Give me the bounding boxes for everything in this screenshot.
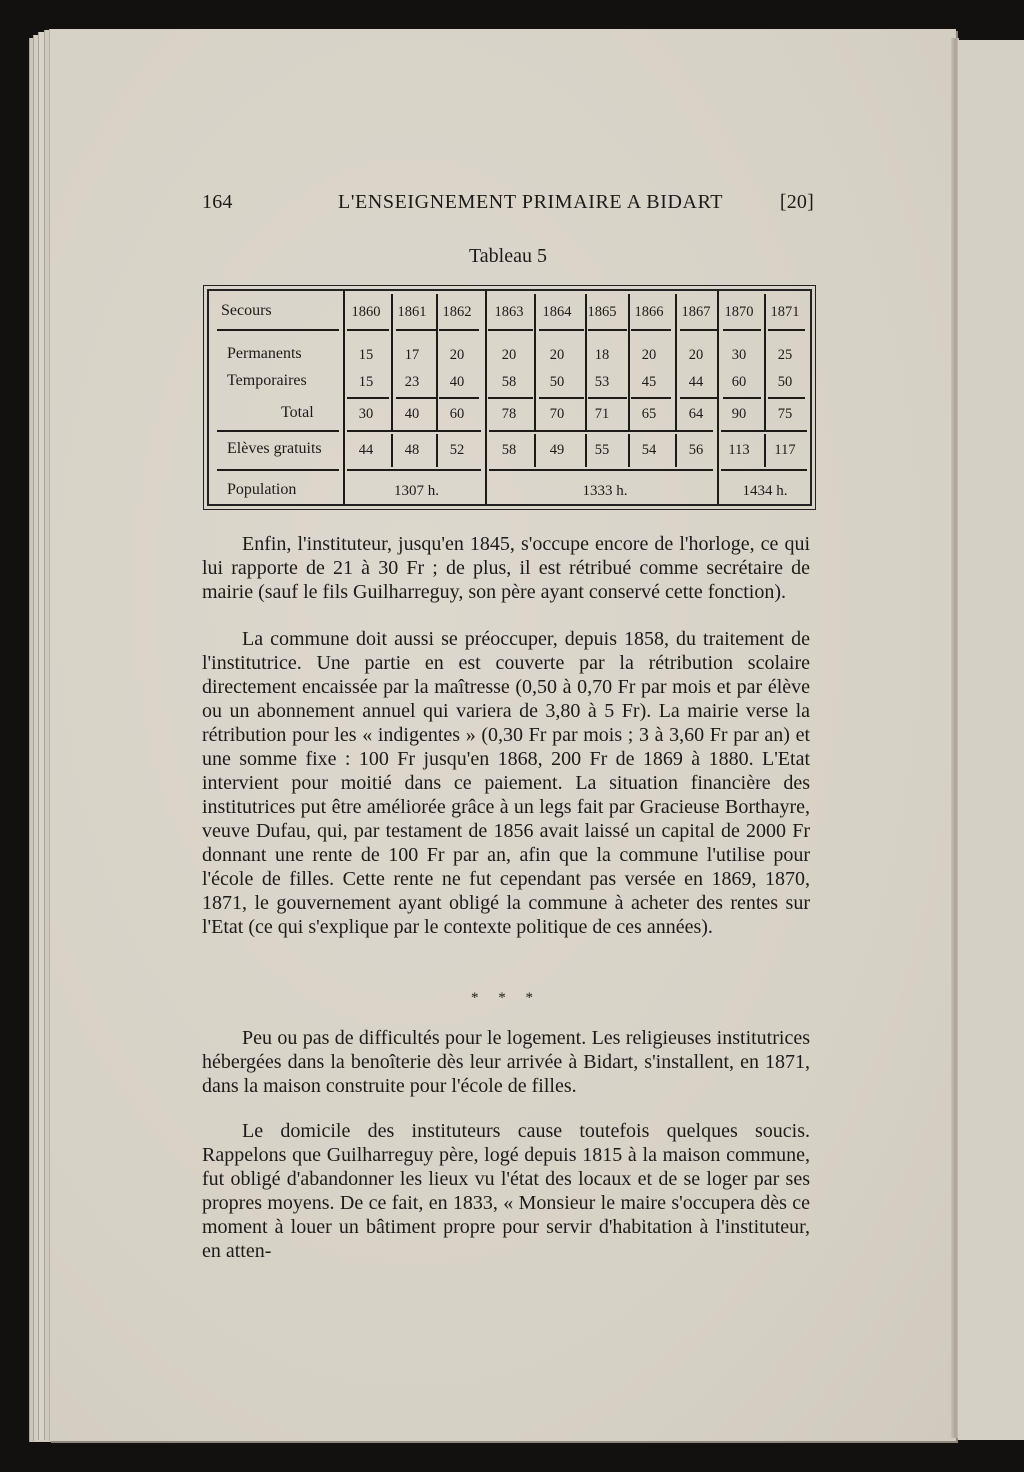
paragraph xyxy=(202,1026,810,1098)
table-rule xyxy=(488,329,533,331)
table-rule xyxy=(534,294,536,430)
table-rule xyxy=(436,294,438,430)
cell-temporaires: 53 xyxy=(594,374,610,390)
table-rule xyxy=(764,294,766,430)
table-rule xyxy=(534,434,536,467)
table-rule xyxy=(347,430,481,432)
cell-population: 1333 h. xyxy=(582,483,628,499)
page-number: 164 xyxy=(202,191,233,213)
row-label-population: Population xyxy=(227,481,297,498)
cell-total: 40 xyxy=(404,406,420,422)
table-rule xyxy=(391,434,393,467)
table-rule xyxy=(768,397,805,399)
cell-eleves-gratuits: 55 xyxy=(594,442,610,458)
data-table-inner xyxy=(207,289,812,506)
table-rule xyxy=(631,397,671,399)
cell-total: 60 xyxy=(449,406,465,422)
cell-population: 1307 h. xyxy=(394,483,439,499)
cell-total: 75 xyxy=(777,406,793,422)
cell-temporaires: 58 xyxy=(501,374,517,390)
table-rule xyxy=(488,397,533,399)
table-rule xyxy=(675,294,677,430)
table-rule xyxy=(631,329,671,331)
data-table xyxy=(203,285,816,510)
cell-permanents: 18 xyxy=(594,347,610,363)
table-rule xyxy=(588,397,627,399)
table-rule xyxy=(723,329,761,331)
table-caption: Tableau 5 xyxy=(468,245,547,267)
paragraph-text: La commune doit aussi se préoccuper, depuis 1858, du traitement de l'institutrice. Une partie en est couverte par la rétribution scolaire directement encaissée par la maîtresse (0,50 à 0,70 Fr par mois et par élève ou un abonnement annuel qui variera de 3,80 à 5 Fr). La mairie verse la rétribution pour les « indigentes » (0,30 Fr par mois ; 3 à 3,60 Fr par an) et une somme fixe : 100 Fr jusqu'en 1868, 200 Fr de 1869 à 1880. L'Etat intervient pour moitié dans ce paiement. La situation financière des institutrices put être améliorée grâce à un legs fait par Gracieuse Borthayre, veuve Dufau, qui, par testament de 1856 avait laissé un capital de 2000 Fr donnant une rente de 100 Fr par an, afin que la commune l'utilise pour l'école de filles. Cette rente ne fut cependant pas versée en 1869, 1870, 1871, le gouvernement ayant obligé la commune à acheter des rentes sur l'Etat (ce qui s'explique par le contexte politique de ces années). xyxy=(202,628,810,938)
year-header: 1861 xyxy=(397,304,427,320)
row-label-permanents: Permanents xyxy=(227,345,302,362)
cell-permanents: 20 xyxy=(688,347,704,363)
row-label-eleves-gratuits: Elèves gratuits xyxy=(227,440,322,457)
table-rule xyxy=(347,469,481,471)
year-header: 1871 xyxy=(770,304,800,320)
cell-eleves-gratuits: 52 xyxy=(449,442,465,458)
cell-eleves-gratuits: 58 xyxy=(501,442,517,458)
cell-total: 64 xyxy=(688,406,704,422)
paragraph xyxy=(202,532,810,604)
table-rule xyxy=(628,294,630,430)
cell-eleves-gratuits: 54 xyxy=(641,442,657,458)
year-header: 1864 xyxy=(542,304,572,320)
table-rule xyxy=(396,397,437,399)
cell-permanents: 30 xyxy=(731,347,747,363)
paragraph xyxy=(202,1119,810,1263)
cell-total: 30 xyxy=(358,406,374,422)
cell-total: 90 xyxy=(731,406,747,422)
table-rule xyxy=(489,469,713,471)
cell-permanents: 20 xyxy=(549,347,565,363)
table-rule xyxy=(585,294,587,430)
row-label-secours: Secours xyxy=(221,302,272,319)
table-rule xyxy=(723,397,761,399)
cell-permanents: 15 xyxy=(358,347,374,363)
year-header: 1866 xyxy=(634,304,664,320)
cell-permanents: 17 xyxy=(404,347,420,363)
year-header: 1860 xyxy=(351,304,381,320)
table-rule xyxy=(721,469,807,471)
facing-page-edge xyxy=(958,40,1024,1440)
table-rule xyxy=(489,430,713,432)
cell-total: 65 xyxy=(641,406,657,422)
table-rule xyxy=(436,434,438,467)
cell-temporaires: 50 xyxy=(549,374,565,390)
row-label-total: Total xyxy=(281,404,314,421)
table-rule xyxy=(680,397,719,399)
cell-total: 70 xyxy=(549,406,565,422)
running-title: L'ENSEIGNEMENT PRIMAIRE A BIDART xyxy=(338,191,724,213)
cell-permanents: 20 xyxy=(449,347,465,363)
table-rule xyxy=(721,430,807,432)
table-rule xyxy=(217,430,339,432)
table-rule xyxy=(588,329,627,331)
table-rule xyxy=(347,397,389,399)
cell-temporaires: 40 xyxy=(449,374,465,390)
cell-temporaires: 45 xyxy=(641,374,657,390)
table-rule xyxy=(764,434,766,467)
table-rule xyxy=(539,329,584,331)
paragraph-text: Le domicile des instituteurs cause toutefois quelques soucis. Rappelons que Guilharreguy père, logé depuis 1815 à la maison commune, fut obligé d'abandonner les lieux vu l'état des locaux et de se loger par ses propres moyens. De ce fait, en 1833, « Monsieur le maire s'occupera dès ce moment à louer un bâtiment propre pour servir d'habitation à l'instituteur, en atten- xyxy=(202,1120,810,1262)
table-rule xyxy=(343,291,345,504)
table-rule xyxy=(675,434,677,467)
year-header: 1862 xyxy=(442,304,472,320)
cell-eleves-gratuits: 49 xyxy=(549,442,565,458)
row-label-temporaires: Temporaires xyxy=(227,372,307,389)
table-rule xyxy=(217,469,339,471)
cell-total: 71 xyxy=(594,406,610,422)
cell-eleves-gratuits: 56 xyxy=(688,442,704,458)
cell-eleves-gratuits: 113 xyxy=(728,442,750,458)
table-rule xyxy=(347,329,389,331)
paragraph-text: Enfin, l'instituteur, jusqu'en 1845, s'occupe encore de l'horloge, ce qui lui rapporte de 21 à 30 Fr ; de plus, il est rétribué comme secrétaire de mairie (sauf le fils Guilharreguy, son père ayant conservé cette fonction). xyxy=(202,533,810,603)
table-rule xyxy=(628,434,630,467)
table-rule xyxy=(680,329,719,331)
cell-temporaires: 23 xyxy=(404,374,420,390)
section-separator: * * * xyxy=(471,990,541,1006)
cell-permanents: 25 xyxy=(777,347,793,363)
table-rule xyxy=(485,291,487,504)
cell-temporaires: 15 xyxy=(358,374,374,390)
cell-temporaires: 60 xyxy=(731,374,747,390)
cell-temporaires: 50 xyxy=(777,374,793,390)
table-rule xyxy=(391,294,393,430)
year-header: 1863 xyxy=(494,304,524,320)
table-rule xyxy=(439,397,479,399)
paragraph-text: Peu ou pas de difficultés pour le logement. Les religieuses institutrices hébergées dans la benoîterie dès leur arrivée à Bidart, s'installent, en 1871, dans la maison construite pour l'école de filles. xyxy=(202,1027,810,1097)
section-number: [20] xyxy=(779,191,814,213)
cell-permanents: 20 xyxy=(501,347,517,363)
year-header: 1867 xyxy=(681,304,711,320)
year-header: 1865 xyxy=(587,304,617,320)
table-rule xyxy=(585,434,587,467)
table-rule xyxy=(768,329,805,331)
paragraph xyxy=(202,627,810,939)
cell-eleves-gratuits: 48 xyxy=(404,442,420,458)
table-rule xyxy=(539,397,584,399)
cell-permanents: 20 xyxy=(641,347,657,363)
cell-total: 78 xyxy=(501,406,517,422)
cell-temporaires: 44 xyxy=(688,374,704,390)
year-header: 1870 xyxy=(724,304,754,320)
table-rule xyxy=(439,329,479,331)
table-rule xyxy=(396,329,437,331)
cell-eleves-gratuits: 44 xyxy=(358,442,374,458)
cell-eleves-gratuits: 117 xyxy=(774,442,796,458)
table-rule xyxy=(217,329,339,331)
cell-population: 1434 h. xyxy=(742,483,788,499)
